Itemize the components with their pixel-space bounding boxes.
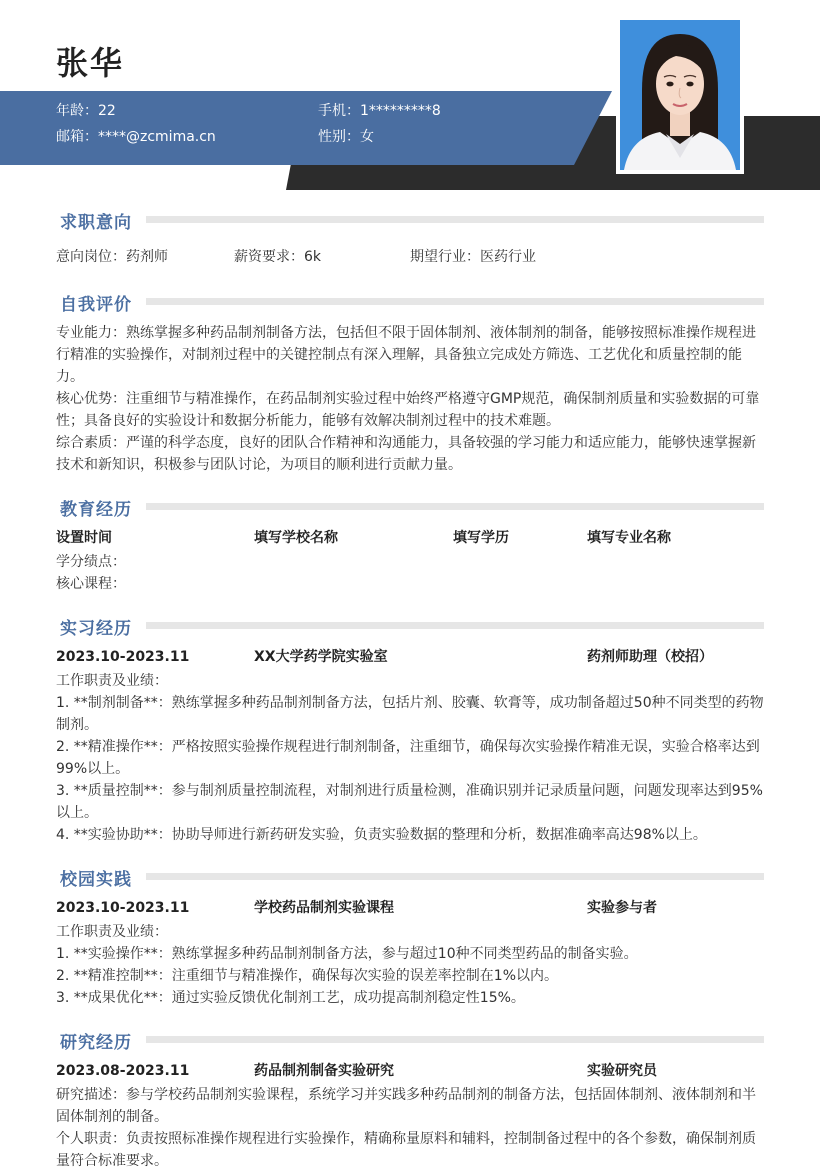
section-title-education: 教育经历 — [60, 500, 132, 520]
education-gpa: 学分绩点： — [56, 554, 126, 570]
self-eval-body — [56, 322, 766, 476]
email-field: 邮箱：****@zcmima.cn — [56, 129, 216, 145]
education-major: 填写专业名称 — [587, 530, 671, 546]
section-title-internship: 实习经历 — [60, 619, 132, 639]
profile-photo — [620, 20, 740, 170]
age-field: 年龄：22 — [56, 103, 116, 119]
objective-industry: 期望行业：医药行业 — [410, 249, 536, 265]
research-period: 2023.08-2023.11 — [56, 1063, 190, 1079]
internship-period: 2023.10-2023.11 — [56, 649, 190, 665]
profile-photo-frame — [616, 16, 744, 174]
self-eval-paragraph: 核心优势：注重细节与精准操作，在药品制剂实验过程中始终严格遵守GMP规范，确保制剂质量和实验数据的可靠性；具备良好的实验设计和数据分析能力，能够有效解决制剂过程中的技术难题。 — [56, 391, 760, 429]
list-item: 4. **实验协助**：协助导师进行新药研发实验，负责实验数据的整理和分析，数据准确率高达98%以上。 — [56, 827, 707, 843]
section-divider — [146, 216, 764, 223]
list-item: 2. **精准控制**：注重细节与精准操作，确保每次实验的误差率控制在1%以内。 — [56, 968, 559, 984]
portrait-illustration — [620, 20, 740, 170]
campus-duties — [56, 921, 766, 1009]
internship-duties — [56, 670, 766, 846]
education-courses: 核心课程： — [56, 576, 126, 592]
phone-field: 手机：1*********8 — [318, 103, 441, 119]
list-item: 3. **质量控制**：参与制剂质量控制流程，对制剂进行质量检测，准确识别并记录质量问题，问题发现率达到95%以上。 — [56, 783, 763, 821]
section-divider — [146, 1036, 764, 1043]
self-eval-paragraph: 专业能力：熟练掌握多种药品制剂制备方法，包括但不限于固体制剂、液体制剂的制备，能够按照标准操作规程进行精准的实验操作，对制剂过程中的关键控制点有深入理解，具备独立完成处方筛选、工艺优化和质量控制的能力。 — [56, 325, 756, 385]
section-divider — [146, 622, 764, 629]
section-title-objective: 求职意向 — [60, 213, 132, 233]
candidate-name: 张华 — [56, 44, 125, 82]
list-item: 1. **制剂制备**：熟练掌握多种药品制剂制备方法，包括片剂、胶囊、软膏等，成功制备超过50种不同类型的药物制剂。 — [56, 695, 764, 733]
education-degree: 填写学历 — [453, 530, 509, 546]
section-title-campus: 校园实践 — [60, 870, 132, 890]
list-item: 2. **精准操作**：严格按照实验操作规程进行制剂制备，注重细节，确保每次实验操作精准无误，实验合格率达到99%以上。 — [56, 739, 760, 777]
campus-role: 实验参与者 — [587, 900, 657, 916]
education-school: 填写学校名称 — [254, 530, 338, 546]
duties-label: 工作职责及业绩： — [56, 673, 168, 689]
section-title-self-eval: 自我评价 — [60, 295, 132, 315]
research-role: 实验研究员 — [587, 1063, 657, 1079]
campus-org: 学校药品制剂实验课程 — [254, 900, 394, 916]
gender-field: 性别：女 — [318, 129, 374, 145]
education-time: 设置时间 — [56, 530, 112, 546]
list-item: 3. **成果优化**：通过实验反馈优化制剂工艺，成功提高制剂稳定性15%。 — [56, 990, 525, 1006]
duties-label: 工作职责及业绩： — [56, 924, 168, 940]
objective-position: 意向岗位：药剂师 — [56, 249, 168, 265]
campus-period: 2023.10-2023.11 — [56, 900, 190, 916]
section-divider — [146, 298, 764, 305]
section-divider — [146, 873, 764, 880]
section-title-research: 研究经历 — [60, 1033, 132, 1053]
internship-role: 药剂师助理（校招） — [587, 649, 713, 665]
internship-org: XX大学药学院实验室 — [254, 649, 388, 665]
research-project: 药品制剂制备实验研究 — [254, 1063, 394, 1079]
list-item: 1. **实验操作**：熟练掌握多种药品制剂制备方法，参与超过10种不同类型药品的制备实验。 — [56, 946, 638, 962]
self-eval-paragraph: 综合素质：严谨的科学态度，良好的团队合作精神和沟通能力，具备较强的学习能力和适应能力，能够快速掌握新技术和新知识，积极参与团队讨论，为项目的顺利进行贡献力量。 — [56, 435, 756, 473]
research-paragraph: 个人职责：负责按照标准操作规程进行实验操作，精确称量原料和辅料，控制制备过程中的各个参数，确保制剂质量符合标准要求。 — [56, 1131, 756, 1169]
objective-salary: 薪资要求：6k — [234, 249, 322, 265]
research-paragraph: 研究描述：参与学校药品制剂实验课程，系统学习并实践多种药品制剂的制备方法，包括固体制剂、液体制剂和半固体制剂的制备。 — [56, 1087, 756, 1125]
section-divider — [146, 503, 764, 510]
research-body — [56, 1084, 766, 1172]
